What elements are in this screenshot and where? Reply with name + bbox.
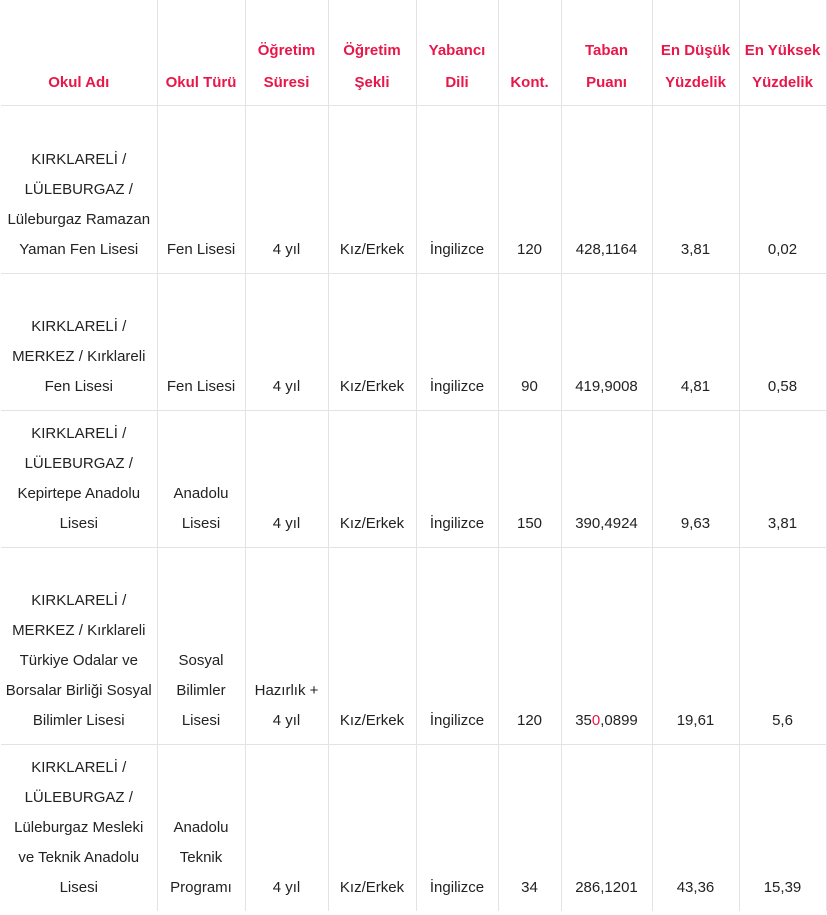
cell-en-yuksek-yuzdelik: 0,02 bbox=[739, 105, 826, 273]
cell-yabanci-dili: İngilizce bbox=[416, 547, 498, 744]
cell-yabanci-dili: İngilizce bbox=[416, 744, 498, 911]
cell-taban-puani: 390,4924 bbox=[561, 410, 652, 547]
header-kont: Kont. bbox=[498, 0, 561, 105]
cell-kont: 150 bbox=[498, 410, 561, 547]
cell-ogretim-sekli: Kız/Erkek bbox=[328, 547, 416, 744]
cell-en-yuksek-yuzdelik: 3,81 bbox=[739, 410, 826, 547]
cell-en-dusuk-yuzdelik: 9,63 bbox=[652, 410, 739, 547]
cell-yabanci-dili: İngilizce bbox=[416, 273, 498, 410]
cell-okul-turu: Sosyal Bilimler Lisesi bbox=[157, 547, 245, 744]
cell-kont: 34 bbox=[498, 744, 561, 911]
cell-ogretim-suresi: 4 yıl bbox=[245, 744, 328, 911]
cell-okul-adi: KIRKLARELİ / LÜLEBURGAZ / Lüleburgaz Ramazan Yaman Fen Lisesi bbox=[1, 105, 157, 273]
cell-okul-adi: KIRKLARELİ / MERKEZ / Kırklareli Fen Lisesi bbox=[1, 273, 157, 410]
header-okul-adi: Okul Adı bbox=[1, 0, 157, 105]
taban-puani-highlight: 0 bbox=[591, 711, 601, 729]
cell-okul-adi: KIRKLARELİ / LÜLEBURGAZ / Kepirtepe Anadolu Lisesi bbox=[1, 410, 157, 547]
cell-ogretim-suresi: 4 yıl bbox=[245, 105, 328, 273]
cell-en-yuksek-yuzdelik: 15,39 bbox=[739, 744, 826, 911]
taban-puani-part: 35 bbox=[575, 711, 592, 729]
table-row bbox=[1, 410, 826, 547]
cell-en-dusuk-yuzdelik: 43,36 bbox=[652, 744, 739, 911]
header-okul-turu: Okul Türü bbox=[157, 0, 245, 105]
cell-okul-turu: Fen Lisesi bbox=[157, 273, 245, 410]
header-ogretim-sekli: Öğretim Şekli bbox=[328, 0, 416, 105]
cell-en-dusuk-yuzdelik: 3,81 bbox=[652, 105, 739, 273]
school-table bbox=[1, 0, 827, 911]
table-header-row bbox=[1, 0, 826, 105]
cell-okul-turu: Anadolu Teknik Programı bbox=[157, 744, 245, 911]
cell-ogretim-sekli: Kız/Erkek bbox=[328, 105, 416, 273]
cell-taban-puani: 286,1201 bbox=[561, 744, 652, 911]
cell-ogretim-sekli: Kız/Erkek bbox=[328, 410, 416, 547]
cell-ogretim-suresi: 4 yıl bbox=[245, 273, 328, 410]
cell-kont: 120 bbox=[498, 547, 561, 744]
cell-ogretim-suresi: Hazırlık + 4 yıl bbox=[245, 547, 328, 744]
taban-puani-part: ,0899 bbox=[600, 711, 638, 729]
cell-okul-adi: KIRKLARELİ / LÜLEBURGAZ / Lüleburgaz Mesleki ve Teknik Anadolu Lisesi bbox=[1, 744, 157, 911]
cell-taban-puani: 428,1164 bbox=[561, 105, 652, 273]
cell-ogretim-sekli: Kız/Erkek bbox=[328, 744, 416, 911]
cell-en-yuksek-yuzdelik: 0,58 bbox=[739, 273, 826, 410]
header-en-yuksek-yuzdelik: En Yüksek Yüzdelik bbox=[739, 0, 826, 105]
table-row bbox=[1, 744, 826, 911]
cell-taban-puani: 419,9008 bbox=[561, 273, 652, 410]
cell-ogretim-suresi: 4 yıl bbox=[245, 410, 328, 547]
header-en-dusuk-yuzdelik: En Düşük Yüzdelik bbox=[652, 0, 739, 105]
table-row bbox=[1, 547, 826, 744]
cell-en-dusuk-yuzdelik: 4,81 bbox=[652, 273, 739, 410]
header-yabanci-dili: Yabancı Dili bbox=[416, 0, 498, 105]
header-taban-puani: Taban Puanı bbox=[561, 0, 652, 105]
cell-ogretim-sekli: Kız/Erkek bbox=[328, 273, 416, 410]
cell-kont: 90 bbox=[498, 273, 561, 410]
cell-okul-turu: Anadolu Lisesi bbox=[157, 410, 245, 547]
cell-okul-adi: KIRKLARELİ / MERKEZ / Kırklareli Türkiye Odalar ve Borsalar Birliği Sosyal Bilimler Lisesi bbox=[1, 547, 157, 744]
table-row bbox=[1, 105, 826, 273]
header-ogretim-suresi: Öğretim Süresi bbox=[245, 0, 328, 105]
cell-yabanci-dili: İngilizce bbox=[416, 410, 498, 547]
cell-okul-turu: Fen Lisesi bbox=[157, 105, 245, 273]
cell-taban-puani bbox=[561, 547, 652, 744]
cell-en-yuksek-yuzdelik: 5,6 bbox=[739, 547, 826, 744]
cell-kont: 120 bbox=[498, 105, 561, 273]
cell-yabanci-dili: İngilizce bbox=[416, 105, 498, 273]
table-row bbox=[1, 273, 826, 410]
cell-en-dusuk-yuzdelik: 19,61 bbox=[652, 547, 739, 744]
